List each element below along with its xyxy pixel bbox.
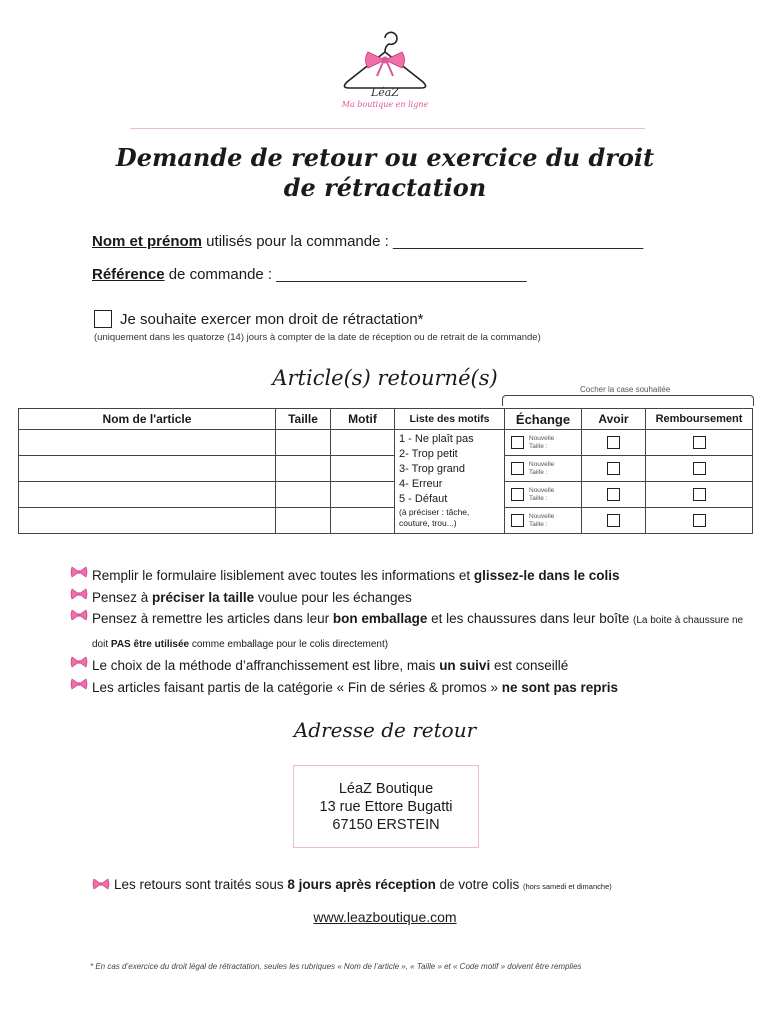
- credit-cell: [582, 430, 646, 456]
- size-cell[interactable]: [276, 508, 331, 534]
- table-row: [19, 508, 753, 534]
- name-field-desc: utilisés pour la commande :: [202, 233, 393, 250]
- instruction-text: Remplir le formulaire lisiblement avec toutes les informations et: [92, 568, 474, 583]
- motif-item: 5 - Défaut: [399, 493, 448, 505]
- credit-cell: [582, 482, 646, 508]
- header-motif-list: Liste des motifs: [395, 409, 505, 430]
- credit-cell: [582, 456, 646, 482]
- page-title: Demande de retour ou exercice du droit de rétractation: [115, 143, 655, 202]
- new-size-label: Nouvelle Taille :: [529, 434, 555, 450]
- articles-heading: Article(s) retourné(s): [272, 366, 498, 390]
- retraction-checkbox[interactable]: [94, 310, 112, 328]
- refund-cell: [646, 482, 753, 508]
- instruction-subnote-text: (La boite à chaussure ne doit: [92, 615, 744, 650]
- instruction-text: un suivi: [439, 658, 491, 673]
- reference-field-line: [92, 266, 527, 283]
- instruction-item: [70, 608, 760, 655]
- credit-checkbox[interactable]: [607, 488, 620, 501]
- header-size: Taille: [276, 409, 331, 430]
- articles-table: [18, 408, 753, 534]
- motif-cell[interactable]: [331, 456, 395, 482]
- bow-icon: [70, 677, 88, 691]
- exchange-checkbox[interactable]: [511, 436, 524, 449]
- motif-note: (à préciser : tâche, couture, trou...): [399, 507, 470, 528]
- options-brace: [502, 395, 754, 406]
- delay-post: de votre colis: [435, 877, 523, 892]
- refund-checkbox[interactable]: [693, 488, 706, 501]
- motif-list-cell: [395, 430, 505, 534]
- bow-icon: [70, 655, 88, 669]
- header-credit: Avoir: [582, 409, 646, 430]
- refund-cell: [646, 456, 753, 482]
- instructions-list: [70, 565, 760, 698]
- refund-cell: [646, 508, 753, 534]
- new-size-label: Nouvelle Taille :: [529, 512, 555, 528]
- motif-item: 2- Trop petit: [399, 448, 458, 460]
- refund-checkbox[interactable]: [693, 462, 706, 475]
- header-divider: [130, 128, 645, 129]
- instruction-text: est conseillé: [490, 658, 569, 673]
- instruction-subnote-text: comme emballage pour le colis directement): [189, 638, 389, 650]
- instruction-text: glissez-le dans le colis: [473, 568, 620, 583]
- name-field-label: Nom et prénom: [92, 233, 203, 250]
- reference-field-label: Référence: [92, 266, 165, 283]
- bow-icon: [70, 565, 88, 579]
- exchange-checkbox[interactable]: [511, 488, 524, 501]
- retraction-note: (uniquement dans les quatorze (14) jours à compter de la date de réception ou de retrait de la commande): [94, 332, 541, 343]
- credit-cell: [582, 508, 646, 534]
- bow-icon: [70, 587, 88, 601]
- name-field-blank[interactable]: ______________________________: [392, 233, 644, 250]
- delay-pre: Les retours sont traités sous: [114, 877, 288, 892]
- header-motif: Motif: [331, 409, 395, 430]
- size-cell[interactable]: [276, 482, 331, 508]
- instruction-item: [70, 677, 760, 699]
- address-city: 67150 ERSTEIN: [332, 817, 440, 833]
- exchange-cell: [505, 456, 582, 482]
- header-refund: Remboursement: [646, 409, 753, 430]
- motif-item: 4- Erreur: [399, 478, 443, 490]
- credit-checkbox[interactable]: [607, 436, 620, 449]
- table-header-row: [19, 409, 753, 430]
- instruction-text: Le choix de la méthode d’affranchissement est libre, mais: [92, 658, 440, 673]
- table-row: [19, 482, 753, 508]
- table-row: [19, 456, 753, 482]
- article-name-cell[interactable]: [19, 430, 276, 456]
- instruction-item: [70, 655, 760, 677]
- motif-cell[interactable]: [331, 430, 395, 456]
- address-name: LéaZ Boutique: [338, 781, 434, 797]
- instruction-text: ne sont pas repris: [501, 679, 618, 695]
- motif-cell[interactable]: [331, 508, 395, 534]
- reference-field-blank[interactable]: ______________________________: [276, 266, 527, 283]
- instruction-text: Pensez à remettre les articles dans leur: [92, 611, 333, 626]
- instruction-text: Les articles faisant partis de la catégorie « Fin de séries & promos »: [92, 679, 502, 695]
- delay-sub: (hors samedi et dimanche): [522, 882, 612, 891]
- logo-brand: LéaZ: [370, 86, 399, 99]
- instruction-text: Pensez à: [92, 589, 153, 605]
- instruction-item: [70, 587, 760, 609]
- address-street: 13 rue Ettore Bugatti: [319, 799, 453, 815]
- motif-cell[interactable]: [331, 482, 395, 508]
- check-hint: Cocher la case souhaitée: [580, 385, 671, 394]
- name-field-line: [92, 233, 643, 250]
- new-size-label: Nouvelle Taille :: [529, 460, 555, 476]
- instruction-text: et les chaussures dans leur boîte: [427, 611, 634, 626]
- footnote: * En cas d’exercice du droit légal de rétractation, seules les rubriques « Nom de l’article », « Taille » et « Code motif » doivent être remplies: [90, 962, 582, 971]
- bow-icon: [92, 877, 110, 891]
- return-address-heading: Adresse de retour: [293, 718, 477, 742]
- refund-checkbox[interactable]: [693, 514, 706, 527]
- table-row: [19, 430, 753, 456]
- instruction-subnote-text: PAS être utilisée: [110, 638, 190, 650]
- size-cell[interactable]: [276, 456, 331, 482]
- refund-cell: [646, 430, 753, 456]
- instruction-text: voulue pour les échanges: [254, 589, 412, 605]
- processing-delay: [92, 877, 612, 892]
- instruction-text: préciser la taille: [152, 589, 255, 605]
- motif-item: 3- Trop grand: [399, 463, 466, 475]
- size-cell[interactable]: [276, 430, 331, 456]
- return-address-box: [293, 765, 479, 848]
- motif-item: 1 - Ne plaît pas: [399, 433, 474, 445]
- retraction-label: Je souhaite exercer mon droit de rétractation*: [120, 311, 424, 328]
- header-article-name: Nom de l'article: [19, 409, 276, 430]
- header-exchange: Échange: [505, 409, 582, 430]
- instruction-text: bon emballage: [332, 611, 428, 626]
- article-name-cell[interactable]: [19, 482, 276, 508]
- logo-tagline: Ma boutique en ligne: [341, 100, 429, 109]
- bow-icon: [70, 608, 88, 622]
- exchange-cell: [505, 482, 582, 508]
- exchange-checkbox[interactable]: [511, 462, 524, 475]
- credit-checkbox[interactable]: [607, 514, 620, 527]
- credit-checkbox[interactable]: [607, 462, 620, 475]
- exchange-cell: [505, 430, 582, 456]
- reference-field-desc: de commande :: [164, 266, 277, 283]
- exchange-cell: [505, 508, 582, 534]
- refund-checkbox[interactable]: [693, 436, 706, 449]
- delay-bold: 8 jours après réception: [287, 877, 436, 892]
- new-size-label: Nouvelle Taille :: [529, 486, 555, 502]
- article-name-cell[interactable]: [19, 456, 276, 482]
- article-name-cell[interactable]: [19, 508, 276, 534]
- instruction-item: [70, 565, 760, 587]
- website-link[interactable]: www.leazboutique.com: [313, 909, 457, 925]
- exchange-checkbox[interactable]: [511, 514, 524, 527]
